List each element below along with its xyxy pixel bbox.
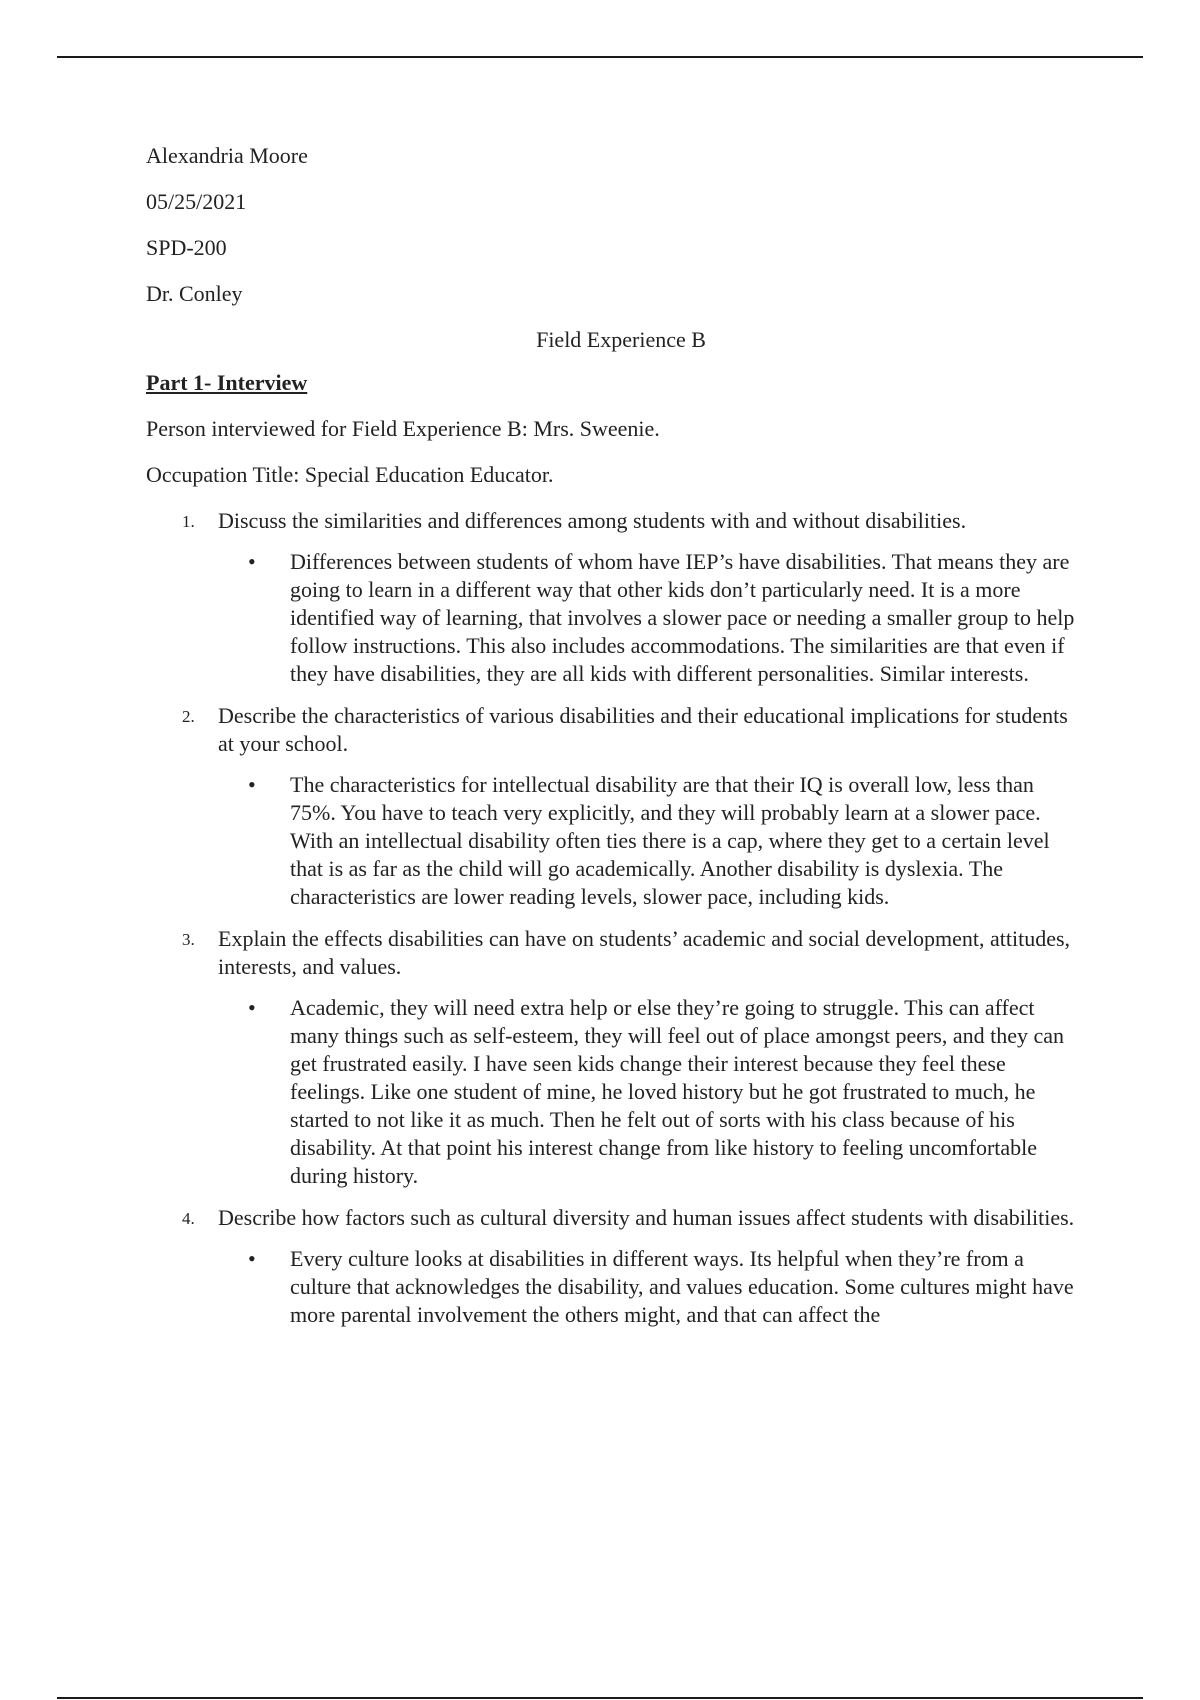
top-rule [57,56,1143,58]
bullet-icon: • [248,995,256,1020]
question-item [146,1204,1096,1329]
question-number: 2. [182,707,195,726]
interviewee-line: Person interviewed for Field Experience B: Mrs. Sweenie. [146,416,660,441]
answer-text: The characteristics for intellectual disability are that their IQ is overall low, less than 75%. You have to teach very explicitly, and they will probably learn at a slower pace. With an intellectual disability often ties there is a cap, where they get to a certain level that is as far as the child will go academically. Another disability is dyslexia. The characteristics are lower reading levels, slower pace, including kids. [290,772,1050,909]
question-list [146,507,1096,1329]
bullet-icon: • [248,1246,256,1271]
question-text: Explain the effects disabilities can have on students’ academic and social development, attitudes, interests, and values. [218,926,1071,979]
question-item [146,925,1096,1190]
course-code: SPD-200 [146,235,227,260]
bullet-icon: • [248,772,256,797]
answer-text: Differences between students of whom have IEP’s have disabilities. That means they are going to learn in a different way that other kids don’t particularly need. It is a more identified way of learning, that involves a slower pace or needing a smaller group to help follow instructions. This also includes accommodations. The similarities are that even if they have disabilities, they are all kids with different personalities. Similar interests. [290,549,1075,686]
answer-item [218,1245,1096,1329]
question-text: Discuss the similarities and differences among students with and without disabilities. [218,508,967,533]
instructor-name: Dr. Conley [146,281,243,306]
answer-item [218,994,1096,1190]
answer-item [218,771,1096,911]
document-title: Field Experience B [536,327,706,352]
question-number: 3. [182,930,195,949]
document-page [146,142,1096,1343]
question-item [146,507,1096,688]
occupation-line: Occupation Title: Special Education Educator. [146,462,554,487]
question-number: 1. [182,512,195,531]
submission-date: 05/25/2021 [146,189,247,214]
question-number: 4. [182,1209,195,1228]
answer-text: Academic, they will need extra help or else they’re going to struggle. This can affect many things such as self-esteem, they will feel out of place amongst peers, and they can get frustrated easily. I have seen kids change their interest because they feel these feelings. Like one student of mine, he loved history but he got frustrated to much, he started to not like it as much. Then he felt out of sorts with his class because of his disability. At that point his interest change from like history to feeling uncomfortable during history. [290,995,1065,1188]
bullet-icon: • [248,549,256,574]
answer-item [218,548,1096,688]
author-name: Alexandria Moore [146,143,308,168]
question-text: Describe the characteristics of various disabilities and their educational implications for students at your school. [218,703,1068,756]
question-text: Describe how factors such as cultural diversity and human issues affect students with disabilities. [218,1205,1075,1230]
question-item [146,702,1096,911]
bottom-rule [57,1697,1143,1699]
answer-text: Every culture looks at disabilities in different ways. Its helpful when they’re from a culture that acknowledges the disability, and values education. Some cultures might have more parental involvement the others might, and that can affect the [290,1246,1074,1327]
section-heading: Part 1- Interview [146,370,308,395]
